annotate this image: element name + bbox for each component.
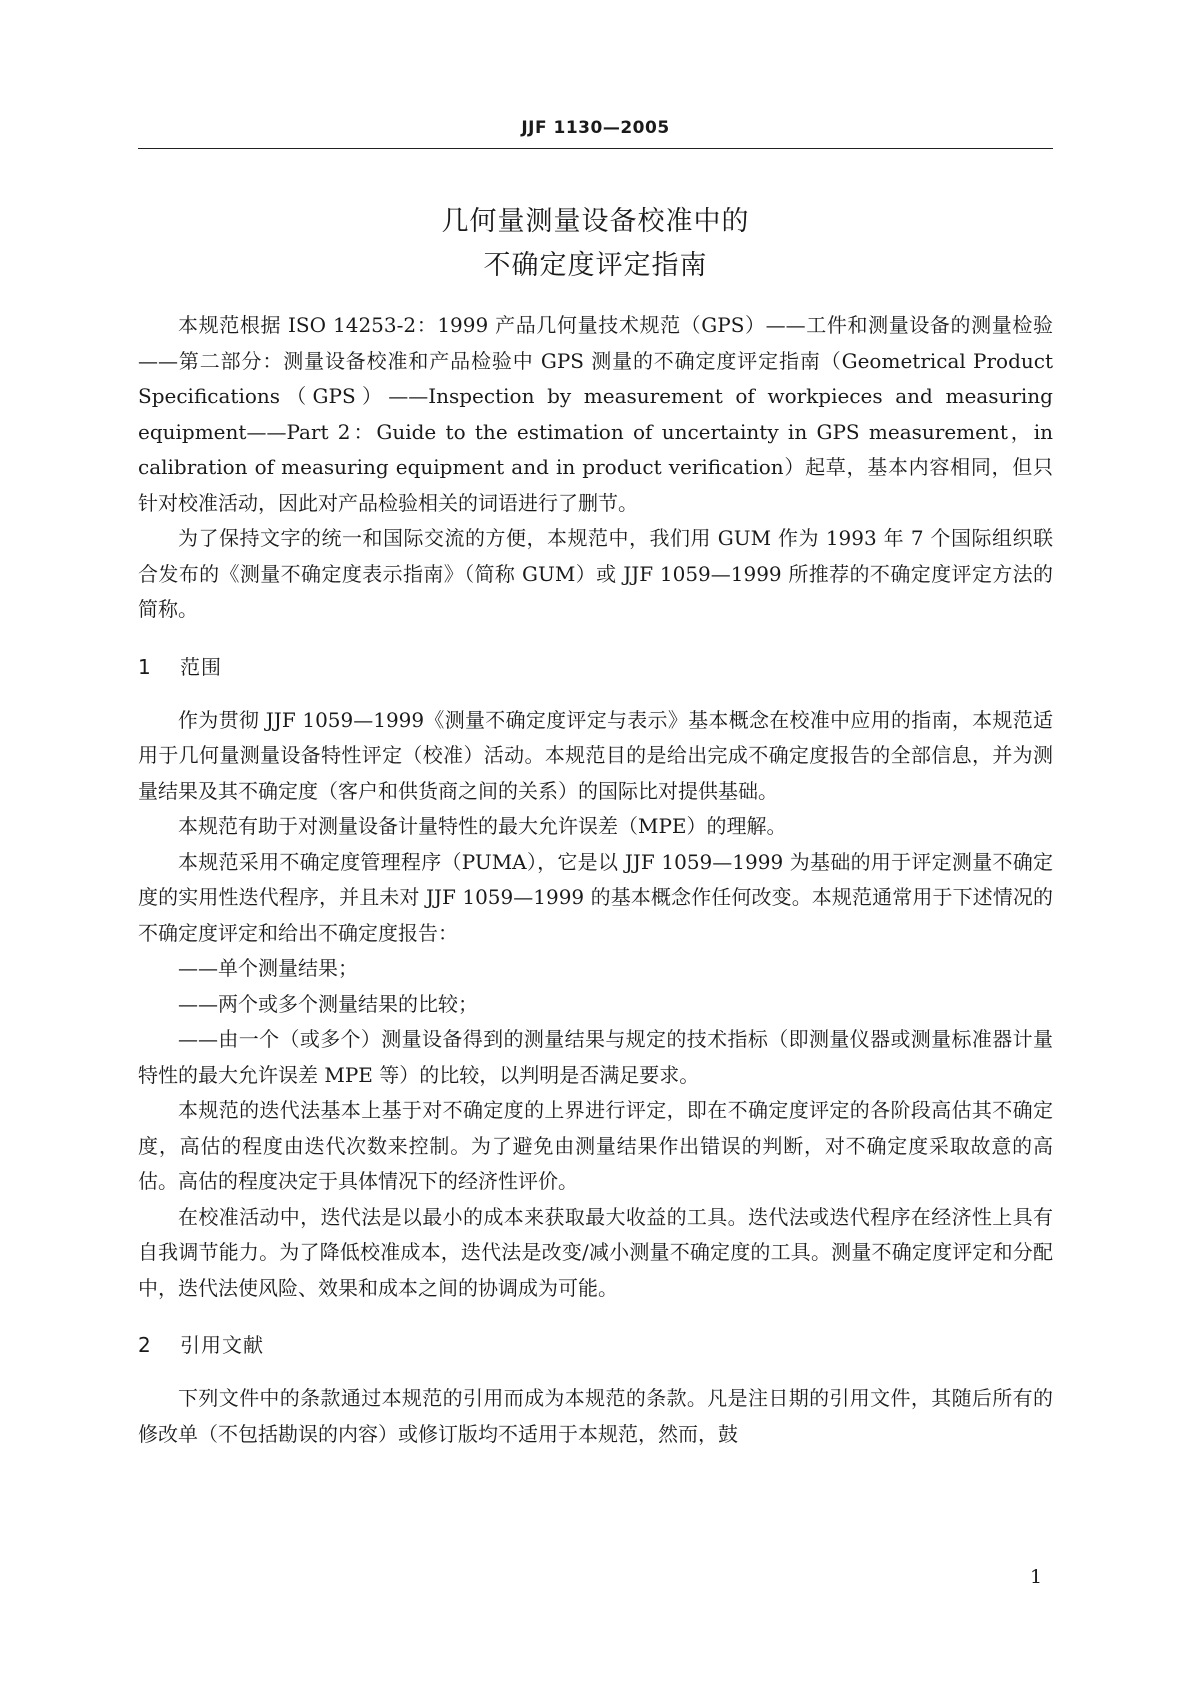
header-rule	[138, 148, 1053, 149]
section-1-paragraph-5: 在校准活动中，迭代法是以最小的成本来获取最大收益的工具。迭代法或迭代程序在经济性上具有自我调节能力。为了降低校准成本，迭代法是改变/减小测量不确定度的工具。测量不确定度评定和分配中，迭代法使风险、效果和成本之间的协调成为可能。	[138, 1204, 1053, 1300]
section-1-title: 范围	[180, 654, 222, 679]
section-1-paragraph-1: 作为贯彻 JJF 1059—1999《测量不确定度评定与表示》基本概念在校准中应用的指南，本规范适用于几何量测量设备特性评定（校准）活动。本规范目的是给出完成不确定度报告的全部信息，并为测量结果及其不确定度（客户和供货商之间的关系）的国际比对提供基础。	[138, 707, 1053, 803]
document-title	[138, 200, 1053, 288]
section-2-title: 引用文献	[180, 1333, 264, 1357]
section-2-number: 2	[138, 1333, 152, 1357]
section-1-paragraph-3: 本规范采用不确定度管理程序（PUMA），它是以 JJF 1059—1999 为基础的用于评定测量不确定度的实用性迭代程序，并且未对 JJF 1059—1999 的基本概念作任何改变。本规范通常用于下述情况的不确定度评定和给出不确定度报告：	[138, 849, 1053, 945]
intro-paragraph-1: 本规范根据 ISO 14253-2：1999 产品几何量技术规范（GPS）——工件和测量设备的测量检验——第二部分：测量设备校准和产品检验中 GPS 测量的不确定度评定指南（Geometrical Product Specifications（GPS）——Inspection by measurement of workpieces and measuring equipment——Part 2：Guide to the estimation of uncertainty in GPS measurement，in calibration of measuring equipment and in product verification）起草，基本内容相同，但只针对校准活动，因此对产品检验相关的词语进行了删节。	[138, 313, 1053, 515]
running-head: JJF 1130—2005	[521, 118, 670, 138]
section-1-heading	[138, 650, 1053, 685]
section-1-paragraph-4: 本规范的迭代法基本上基于对不确定度的上界进行评定，即在不确定度评定的各阶段高估其不确定度，高估的程度由迭代次数来控制。为了避免由测量结果作出错误的判断，对不确定度采取故意的高估。高估的程度决定于具体情况下的经济性评价。	[138, 1098, 1053, 1193]
title-line-2: 不确定度评定指南	[483, 250, 708, 281]
title-line-1: 几何量测量设备校准中的	[441, 206, 750, 237]
section-1-number: 1	[138, 654, 152, 679]
section-1-list-item-2: ——两个或多个测量结果的比较；	[178, 991, 478, 1016]
intro-paragraph-2: 为了保持文字的统一和国际交流的方便，本规范中，我们用 GUM 作为 1993 年 7 个国际组织联合发布的《测量不确定度表示指南》（简称 GUM）或 JJF 1059—1999 所推荐的不确定度评定方法的简称。	[138, 526, 1053, 621]
page-number: 1	[1030, 1566, 1043, 1588]
document-body	[138, 308, 1053, 1452]
section-2-paragraph-1: 下列文件中的条款通过本规范的引用而成为本规范的条款。凡是注日期的引用文件，其随后所有的修改单（不包括勘误的内容）或修订版均不适用于本规范，然而，鼓	[138, 1386, 1053, 1446]
section-2-heading	[138, 1328, 1053, 1363]
section-1-list-item-1: ——单个测量结果；	[178, 956, 358, 980]
section-1-list-item-3: ——由一个（或多个）测量设备得到的测量结果与规定的技术指标（即测量仪器或测量标准器计量特性的最大允许误差 MPE 等）的比较，以判明是否满足要求。	[138, 1027, 1053, 1087]
section-1-paragraph-2: 本规范有助于对测量设备计量特性的最大允许误差（MPE）的理解。	[178, 814, 787, 838]
